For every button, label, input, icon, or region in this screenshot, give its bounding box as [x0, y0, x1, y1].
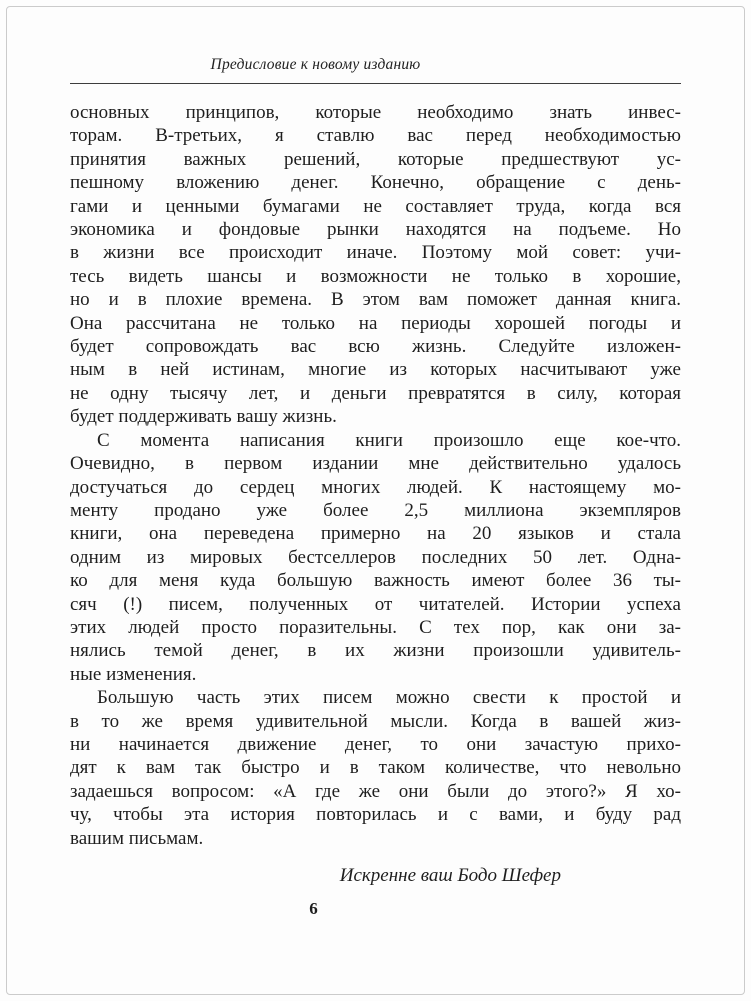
- text-line: ко для меня куда большую важность имеют более 36 ты-: [70, 570, 681, 592]
- text-line: принятия важных решений, которые предшествуют ус-: [70, 148, 681, 170]
- text-line: в то же время удивительной мысли. Когда в вашей жиз-: [70, 710, 681, 732]
- text-line: будет сопровождать вас всю жизнь. Следуйте изложен-: [70, 336, 681, 358]
- page-body: [70, 101, 681, 850]
- text-line: одним из мировых бестселлеров последних 50 лет. Одна-: [70, 546, 681, 568]
- text-line: вашим письмам.: [70, 827, 204, 849]
- text-line: пешному вложению денег. Конечно, обращение с день-: [70, 172, 681, 194]
- text-line: ные изменения.: [70, 663, 197, 685]
- text-line: этих людей просто поразительны. С тех пор, как они за-: [70, 616, 681, 638]
- page-content: [70, 56, 681, 919]
- running-header: Предисловие к новому изданию: [210, 56, 421, 73]
- header-divider: [70, 83, 681, 84]
- text-line: торам. В-третьих, я ставлю вас перед необходимостью: [70, 125, 681, 147]
- text-line: нялись темой денег, в их жизни произошли удивитель-: [70, 640, 681, 662]
- text-line: экономика и фондовые рынки находятся на подъеме. Но: [70, 219, 681, 241]
- text-line: ным в ней истинам, многие из которых насчитывают уже: [70, 359, 681, 381]
- text-line: задаешься вопросом: «А где же они были до этого?» Я хо-: [70, 780, 681, 802]
- text-line: менту продано уже более 2,5 миллиона экземпляров: [70, 499, 681, 521]
- text-line: С момента написания книги произошло еще кое-что.: [97, 429, 681, 451]
- text-line: сяч (!) писем, полученных от читателей. Истории успеха: [70, 593, 681, 615]
- text-line: достучаться до сердец многих людей. К настоящему мо-: [70, 476, 681, 498]
- text-line: тесь видеть шансы и возможности не только в хорошие,: [70, 265, 681, 287]
- page-number: 6: [309, 899, 318, 918]
- text-line: Очевидно, в первом издании мне действительно удалось: [70, 453, 681, 475]
- text-line: дят к вам так быстро и в таком количестве, что невольно: [70, 757, 681, 779]
- text-line: не одну тысячу лет, и деньги превратятся в силу, которая: [70, 382, 681, 404]
- text-line: книги, она переведена примерно на 20 языков и стала: [70, 523, 681, 545]
- text-line: ни начинается движение денег, то они зачастую прихо-: [70, 733, 681, 755]
- text-line: основных принципов, которые необходимо знать инвес-: [70, 102, 681, 123]
- text-line: чу, чтобы эта история повторилась и с вами, и буду рад: [70, 804, 681, 826]
- text-line: Большую часть этих писем можно свести к простой и: [97, 687, 681, 709]
- text-line: будет поддерживать вашу жизнь.: [70, 406, 337, 428]
- text-line: в жизни все происходит иначе. Поэтому мой совет: учи-: [70, 242, 681, 264]
- text-line: гами и ценными бумагами не составляет труда, когда вся: [70, 195, 681, 217]
- author-signature: Искренне ваш Бодо Шефер: [339, 865, 561, 886]
- text-line: но и в плохие времена. В этом вам поможет данная книга.: [70, 289, 681, 311]
- paragraph: [70, 429, 681, 686]
- paragraph: [70, 686, 681, 850]
- paragraph: [70, 101, 681, 429]
- text-line: Она рассчитана не только на периоды хорошей погоды и: [70, 312, 681, 334]
